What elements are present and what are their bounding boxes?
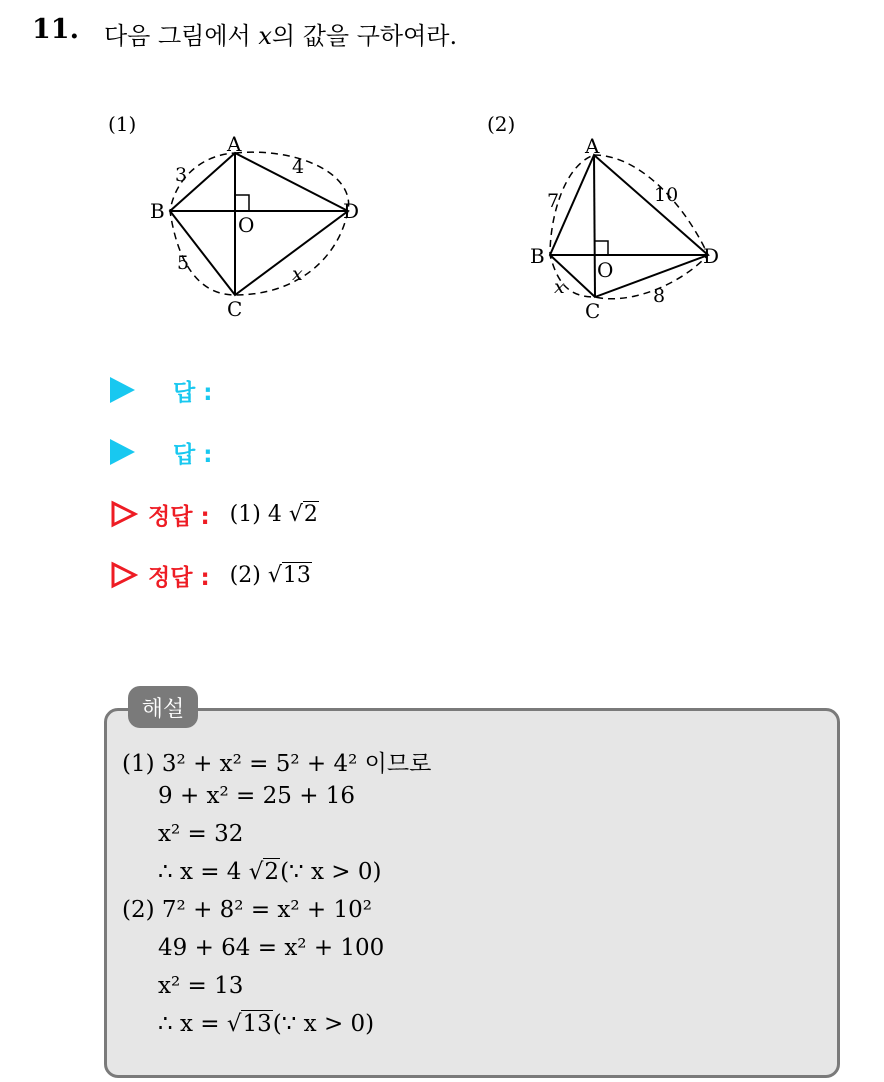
figure-2-quadrilateral xyxy=(550,155,708,297)
question-variable: x xyxy=(258,22,272,50)
solution-part-label: (2) xyxy=(122,897,155,923)
equation: 3² + x² = 5² + 4² xyxy=(161,751,358,777)
figure-2-label-cd: 8 xyxy=(653,285,666,307)
figure-1-label-ad: 4 xyxy=(292,156,305,178)
answer-prefix: (2) xyxy=(229,562,261,588)
figure-1-label-cd: x xyxy=(292,263,303,285)
figure-2-label: (2) xyxy=(487,112,516,136)
solution-line-5 xyxy=(122,897,372,923)
figure-2-label-bc: x xyxy=(554,276,565,298)
answer-label: 답 : xyxy=(173,441,213,468)
red-triangle-icon xyxy=(110,500,138,528)
condition: (∵ x > 0) xyxy=(280,859,382,885)
figure-2 xyxy=(480,105,760,330)
equation: ∴ x = 4 xyxy=(158,859,242,885)
question-number: 11. xyxy=(32,14,79,45)
answer-row-2 xyxy=(110,435,212,469)
red-triangle-icon xyxy=(110,561,138,589)
correct-answer-row-1 xyxy=(110,497,319,531)
question-text-before: 다음 그림에서 xyxy=(104,22,259,50)
solution-line-6: 49 + 64 = x² + 100 xyxy=(158,935,385,961)
correct-answer-1 xyxy=(230,502,319,527)
solution-line-4 xyxy=(158,859,381,885)
figure-1-right-angle-mark xyxy=(235,195,249,211)
figure-1-label-bc: 5 xyxy=(177,252,190,274)
answer-label: 답 : xyxy=(173,379,213,406)
figure-2-right-angle-mark xyxy=(594,241,608,255)
figure-1-vertex-a: A xyxy=(227,132,242,156)
figure-1-vertex-c: C xyxy=(227,297,243,321)
figure-2-diagonal-ac xyxy=(594,155,595,297)
radicand: 2 xyxy=(303,501,318,527)
figure-2-label-ab: 7 xyxy=(547,190,560,212)
figure-1-vertex-b: B xyxy=(150,199,165,223)
sqrt: √2 xyxy=(288,501,318,527)
correct-answer-row-2 xyxy=(110,558,312,592)
equation: 7² + 8² = x² + 10² xyxy=(161,897,372,923)
answer-coefficient: 4 xyxy=(267,501,282,527)
correct-answer-2 xyxy=(230,563,312,588)
sqrt: √2 xyxy=(248,859,280,885)
figure-1-quadrilateral xyxy=(170,153,348,295)
figure-2-vertex-o: O xyxy=(597,258,614,282)
radicand: 2 xyxy=(264,859,280,885)
solution-part-label: (1) xyxy=(122,751,155,777)
figure-1-vertex-o: O xyxy=(238,213,255,237)
figure-1-label-ab: 3 xyxy=(175,164,188,186)
text: 이므로 xyxy=(364,751,432,777)
question-text-after: 의 값을 구하여라. xyxy=(271,22,458,50)
figure-2-label-ad: 10 xyxy=(654,184,679,206)
solution-tab: 해설 xyxy=(128,686,198,728)
solution-line-3: x² = 32 xyxy=(158,821,244,847)
blue-triangle-icon xyxy=(110,439,135,465)
radicand: 13 xyxy=(282,562,311,588)
correct-answer-label: 정답 : xyxy=(148,503,210,530)
solution-line-1 xyxy=(122,745,431,778)
figure-2-vertex-b: B xyxy=(530,244,545,268)
question-text xyxy=(104,16,457,51)
figure-1-label: (1) xyxy=(108,112,137,136)
sqrt: √13 xyxy=(226,1011,272,1037)
correct-answer-label: 정답 : xyxy=(148,564,210,591)
sqrt: √13 xyxy=(267,562,311,588)
blue-triangle-icon xyxy=(110,377,135,403)
solution-line-8 xyxy=(158,1011,374,1037)
condition: (∵ x > 0) xyxy=(272,1011,375,1037)
solution-line-7: x² = 13 xyxy=(158,973,244,999)
figure-2-vertex-a: A xyxy=(585,134,600,158)
radicand: 13 xyxy=(242,1011,272,1037)
solution-line-2: 9 + x² = 25 + 16 xyxy=(158,783,356,809)
figure-1-vertex-d: D xyxy=(343,199,360,223)
equation: ∴ x = xyxy=(158,1011,220,1037)
figure-2-vertex-d: D xyxy=(703,244,720,268)
figure-2-vertex-c: C xyxy=(585,299,601,323)
figure-1 xyxy=(100,105,380,330)
answer-row-1 xyxy=(110,373,212,407)
figure-1-circle xyxy=(170,152,349,295)
answer-prefix: (1) xyxy=(229,501,261,527)
